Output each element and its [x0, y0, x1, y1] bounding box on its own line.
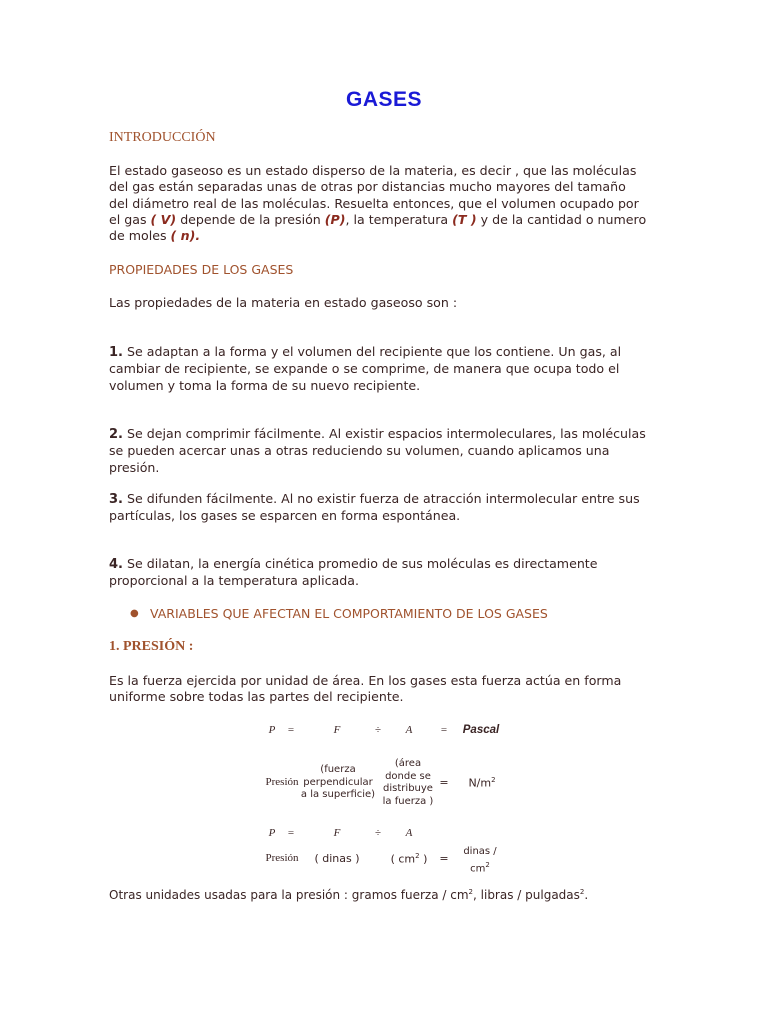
formula-divide: ÷: [374, 827, 382, 839]
footer-sup-a: 2: [468, 888, 474, 896]
page-title: GASES: [345, 88, 423, 111]
var-t: (T ): [452, 211, 477, 227]
item-number: 1.: [109, 345, 123, 360]
propiedades-heading: PROPIEDADES DE LOS GASES: [109, 262, 294, 277]
otras-unidades-note: [109, 888, 588, 902]
intro-text-c: , la temperatura: [345, 211, 453, 227]
intro-text-d: y de la cantidad o numero de moles: [109, 211, 647, 244]
formula-a-symbol: A: [405, 724, 413, 736]
formula-p-symbol: P: [268, 724, 276, 736]
intro-text-b: depende de la presión: [176, 211, 325, 227]
formula-equals: =: [287, 827, 295, 839]
item-text: Se adaptan a la forma y el volumen del recipiente que los contiene. Un gas, al cambiar de recipiente, se expande o se comprime, de manera que ocupa todo el volumen y toma la forma de su nuevo recipiente.: [109, 344, 622, 393]
propiedad-item-3: [109, 491, 649, 525]
item-text: Se dejan comprimir fácilmente. Al existir espacios intermoleculares, las moléculas se pueden acercar unas a otras reduciendo su volumen, cuando aplicamos una presión.: [109, 426, 646, 475]
item-text: Se dilatan, la energía cinética promedio de sus moléculas es directamente proporcional a la temperatura aplicada.: [109, 556, 598, 589]
formula-equals: =: [287, 724, 295, 736]
cm-sup: 2: [415, 852, 420, 860]
item-number: 4.: [109, 557, 123, 572]
propiedad-item-1: [109, 344, 649, 394]
intro-text-a: El estado gaseoso es un estado disperso de la materia, es decir , que las moléculas del gas están separadas unas de otras por distancias mucho mayores del tamaño del diámetro real de las moléculas. Resuelta entonces, que el volumen ocupado por el gas: [109, 163, 639, 227]
unit-base: dinas / cm: [463, 846, 497, 874]
cm-end: ): [419, 852, 428, 866]
formula-f-symbol: F: [333, 724, 341, 736]
var-v: ( V): [150, 211, 177, 227]
presion-paragraph: Es la fuerza ejercida por unidad de área. En los gases esta fuerza actúa en forma uniforme sobre todas las partes del recipiente.: [109, 673, 622, 705]
propiedad-item-4: [109, 556, 649, 590]
formula-equals: =: [439, 776, 449, 789]
item-number: 2.: [109, 427, 123, 442]
formula-equals: =: [440, 724, 448, 736]
formula-divide: ÷: [374, 724, 382, 736]
intro-heading: INTRODUCCIÓN: [109, 130, 216, 145]
formula-f-symbol: F: [333, 827, 341, 839]
bullet-dot-icon: ●: [130, 608, 139, 619]
footer-text-b: , libras / pulgadas: [473, 888, 580, 902]
item-text: Se difunden fácilmente. Al no existir fuerza de atracción intermolecular entre sus partículas, los gases se esparcen en forma espontánea.: [109, 491, 640, 524]
unit-base: N/m: [468, 776, 492, 790]
variables-heading: VARIABLES QUE AFECTAN EL COMPORTAMIENTO DE LOS GASES: [150, 606, 548, 621]
presion-heading: 1. PRESIÓN :: [109, 639, 194, 654]
formula-a-symbol: A: [405, 827, 413, 839]
formula-label-presion: Presión: [265, 852, 299, 864]
variables-bullet-item: [130, 606, 548, 621]
propiedad-item-2: [109, 426, 649, 476]
formula-area-desc: (área donde se distribuye la fuerza ): [382, 758, 434, 807]
item-number: 3.: [109, 492, 123, 507]
formula-dinas: ( dinas ): [314, 852, 360, 865]
var-n: ( n).: [170, 228, 201, 244]
intro-paragraph: [109, 163, 649, 244]
formula-unit-dinas-cm2: [455, 846, 505, 875]
formula-unit-pascal: Pascal: [462, 724, 500, 736]
footer-text-a: Otras unidades usadas para la presión : gramos fuerza / cm: [109, 888, 469, 902]
formula-cm2: [386, 852, 432, 866]
unit-sup: 2: [491, 776, 496, 784]
formula-label-presion: Presión: [265, 776, 299, 788]
var-p: (P): [324, 211, 346, 227]
footer-sup-b: 2: [579, 888, 585, 896]
formula-unit-nm2: [462, 776, 502, 790]
formula-fuerza-desc: (fuerza perpendicular a la superficie): [300, 764, 376, 800]
formula-p-symbol: P: [268, 827, 276, 839]
cm-base: ( cm: [390, 852, 416, 866]
formula-equals: =: [439, 852, 449, 865]
unit-sup: 2: [485, 860, 490, 869]
propiedades-lead: Las propiedades de la materia en estado gaseoso son :: [109, 295, 458, 310]
footer-text-c: .: [584, 888, 589, 902]
